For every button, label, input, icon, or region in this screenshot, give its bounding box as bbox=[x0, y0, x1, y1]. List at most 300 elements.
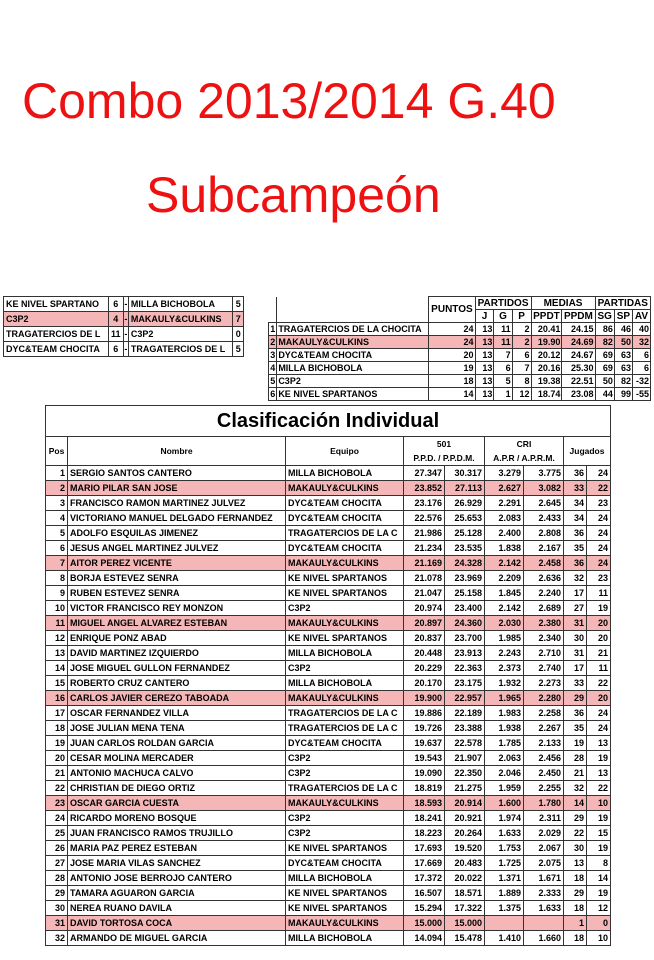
away-score: 7 bbox=[233, 312, 244, 327]
player-apr: 1.938 bbox=[485, 721, 524, 736]
player-ppd: 17.693 bbox=[404, 841, 445, 856]
player-team: MILLA BICHOBOLA bbox=[286, 466, 404, 481]
player-pos: 13 bbox=[46, 646, 68, 661]
standings-ppdt: 19.38 bbox=[531, 375, 562, 388]
player-team: C3P2 bbox=[286, 751, 404, 766]
player-apr: 1.375 bbox=[485, 901, 524, 916]
player-j1: 31 bbox=[564, 646, 587, 661]
standings-sg: 69 bbox=[595, 362, 614, 375]
player-j1: 30 bbox=[564, 841, 587, 856]
player-j2: 20 bbox=[587, 631, 611, 646]
home-team: C3P2 bbox=[4, 312, 109, 327]
player-ppd: 19.726 bbox=[404, 721, 445, 736]
standings-p: 8 bbox=[512, 375, 531, 388]
player-aprm: 2.133 bbox=[524, 736, 564, 751]
standings-j: 13 bbox=[475, 349, 494, 362]
player-ppdm: 22.957 bbox=[445, 691, 485, 706]
player-apr: 1.932 bbox=[485, 676, 524, 691]
player-aprm: 3.775 bbox=[524, 466, 564, 481]
player-j2: 24 bbox=[587, 556, 611, 571]
player-row bbox=[46, 766, 611, 781]
player-aprm: 2.740 bbox=[524, 661, 564, 676]
standings-pts: 18 bbox=[429, 375, 475, 388]
player-ppd: 21.078 bbox=[404, 571, 445, 586]
player-aprm: 1.660 bbox=[524, 931, 564, 946]
player-apr: 2.291 bbox=[485, 496, 524, 511]
player-team: TRAGATERCIOS DE LA C bbox=[286, 721, 404, 736]
player-j1: 36 bbox=[564, 556, 587, 571]
player-name: JUAN FRANCISCO RAMOS TRUJILLO bbox=[68, 826, 286, 841]
player-team: DYC&TEAM CHOCITA bbox=[286, 541, 404, 556]
player-j2: 19 bbox=[587, 601, 611, 616]
player-apr: 2.400 bbox=[485, 526, 524, 541]
player-ppdm: 23.175 bbox=[445, 676, 485, 691]
player-aprm: 3.082 bbox=[524, 481, 564, 496]
player-j1: 18 bbox=[564, 871, 587, 886]
player-ppd: 16.507 bbox=[404, 886, 445, 901]
player-name: RUBEN ESTEVEZ SENRA bbox=[68, 586, 286, 601]
player-row bbox=[46, 481, 611, 496]
player-row bbox=[46, 826, 611, 841]
standings-header-puntos: PUNTOS bbox=[429, 297, 475, 323]
player-j2: 24 bbox=[587, 526, 611, 541]
standings-sg: 82 bbox=[595, 336, 614, 349]
player-name: AITOR PEREZ VICENTE bbox=[68, 556, 286, 571]
standings-sg: 86 bbox=[595, 323, 614, 336]
player-aprm: 2.333 bbox=[524, 886, 564, 901]
player-ppd: 20.897 bbox=[404, 616, 445, 631]
player-apr: 2.627 bbox=[485, 481, 524, 496]
standings-header-partidos: PARTIDOS bbox=[475, 297, 531, 310]
player-name: ADOLFO ESQUILAS JIMENEZ bbox=[68, 526, 286, 541]
player-team: KE NIVEL SPARTANOS bbox=[286, 841, 404, 856]
player-row bbox=[46, 631, 611, 646]
player-j2: 24 bbox=[587, 466, 611, 481]
player-j2: 20 bbox=[587, 691, 611, 706]
player-apr bbox=[485, 916, 524, 931]
player-team: MILLA BICHOBOLA bbox=[286, 676, 404, 691]
player-ppdm: 27.113 bbox=[445, 481, 485, 496]
player-pos: 29 bbox=[46, 886, 68, 901]
player-team: MILLA BICHOBOLA bbox=[286, 931, 404, 946]
player-ppdm: 24.360 bbox=[445, 616, 485, 631]
player-j1: 36 bbox=[564, 706, 587, 721]
player-aprm bbox=[524, 916, 564, 931]
player-ppd: 23.852 bbox=[404, 481, 445, 496]
player-pos: 28 bbox=[46, 871, 68, 886]
player-pos: 18 bbox=[46, 721, 68, 736]
player-row bbox=[46, 661, 611, 676]
player-ppdm: 23.400 bbox=[445, 601, 485, 616]
standings-pts: 14 bbox=[429, 388, 475, 401]
standings-team: KE NIVEL SPARTANOS bbox=[277, 388, 429, 401]
standings-pos: 4 bbox=[270, 363, 276, 373]
player-j1: 17 bbox=[564, 661, 587, 676]
player-team: MAKAULY&CULKINS bbox=[286, 556, 404, 571]
standings-subheader: SG bbox=[595, 310, 614, 323]
player-apr: 1.600 bbox=[485, 796, 524, 811]
player-pos: 19 bbox=[46, 736, 68, 751]
player-name: TAMARA AGUARON GARCIA bbox=[68, 886, 286, 901]
standings-p: 2 bbox=[512, 336, 531, 349]
player-j2: 8 bbox=[587, 856, 611, 871]
player-ppdm: 17.322 bbox=[445, 901, 485, 916]
player-ppdm: 21.275 bbox=[445, 781, 485, 796]
standings-sp: 99 bbox=[614, 388, 632, 401]
player-aprm: 2.380 bbox=[524, 616, 564, 631]
player-ppdm: 23.913 bbox=[445, 646, 485, 661]
header-nombre: Nombre bbox=[68, 437, 286, 466]
player-name: MARIA PAZ PEREZ ESTEBAN bbox=[68, 841, 286, 856]
individual-classification bbox=[45, 405, 610, 946]
player-team: C3P2 bbox=[286, 766, 404, 781]
home-score: 6 bbox=[108, 342, 123, 357]
player-apr: 2.142 bbox=[485, 556, 524, 571]
standings-g: 6 bbox=[494, 362, 512, 375]
player-j2: 11 bbox=[587, 661, 611, 676]
away-score: 5 bbox=[233, 297, 244, 312]
individual-caption: Clasificación Individual bbox=[46, 406, 611, 437]
header-cri-sub: A.P.R / A.P.R.M. bbox=[485, 451, 564, 466]
player-team: KE NIVEL SPARTANOS bbox=[286, 901, 404, 916]
player-ppd: 14.094 bbox=[404, 931, 445, 946]
standings-row bbox=[269, 349, 651, 362]
player-aprm: 2.240 bbox=[524, 586, 564, 601]
player-j1: 32 bbox=[564, 781, 587, 796]
player-aprm: 2.450 bbox=[524, 766, 564, 781]
player-j2: 19 bbox=[587, 886, 611, 901]
standings-pts: 24 bbox=[429, 323, 475, 336]
player-j1: 22 bbox=[564, 826, 587, 841]
player-ppdm: 26.929 bbox=[445, 496, 485, 511]
player-j1: 34 bbox=[564, 511, 587, 526]
player-apr: 3.279 bbox=[485, 466, 524, 481]
player-name: ANTONIO JOSE BERROJO CANTERO bbox=[68, 871, 286, 886]
player-aprm: 2.456 bbox=[524, 751, 564, 766]
header-equipo: Equipo bbox=[286, 437, 404, 466]
score-separator: - bbox=[123, 327, 128, 342]
player-j1: 29 bbox=[564, 691, 587, 706]
player-row bbox=[46, 781, 611, 796]
player-row bbox=[46, 841, 611, 856]
player-team: KE NIVEL SPARTANOS bbox=[286, 886, 404, 901]
player-row bbox=[46, 526, 611, 541]
player-team: TRAGATERCIOS DE LA C bbox=[286, 781, 404, 796]
standings-sg: 44 bbox=[595, 388, 614, 401]
player-team: DYC&TEAM CHOCITA bbox=[286, 511, 404, 526]
player-apr: 1.785 bbox=[485, 736, 524, 751]
player-j1: 32 bbox=[564, 571, 587, 586]
standings-team: MAKAULY&CULKINS bbox=[277, 336, 429, 349]
header-pos: Pos bbox=[46, 437, 68, 466]
player-name: MARIO PILAR SAN JOSE bbox=[68, 481, 286, 496]
player-aprm: 1.633 bbox=[524, 901, 564, 916]
standings-p: 7 bbox=[512, 362, 531, 375]
player-ppdm: 20.914 bbox=[445, 796, 485, 811]
player-j1: 33 bbox=[564, 676, 587, 691]
player-j1: 28 bbox=[564, 751, 587, 766]
player-aprm: 1.780 bbox=[524, 796, 564, 811]
standings-sg: 50 bbox=[595, 375, 614, 388]
player-ppd: 20.448 bbox=[404, 646, 445, 661]
player-aprm: 2.255 bbox=[524, 781, 564, 796]
standings-header-medias: MEDIAS bbox=[531, 297, 595, 310]
player-pos: 22 bbox=[46, 781, 68, 796]
player-apr: 2.243 bbox=[485, 646, 524, 661]
player-j1: 18 bbox=[564, 901, 587, 916]
player-aprm: 2.689 bbox=[524, 601, 564, 616]
player-row bbox=[46, 466, 611, 481]
player-name: ARMANDO DE MIGUEL GARCIA bbox=[68, 931, 286, 946]
player-j1: 33 bbox=[564, 481, 587, 496]
standings-ppdt: 20.16 bbox=[531, 362, 562, 375]
player-pos: 7 bbox=[46, 556, 68, 571]
player-j2: 22 bbox=[587, 781, 611, 796]
player-pos: 2 bbox=[46, 481, 68, 496]
home-score: 4 bbox=[108, 312, 123, 327]
player-ppdm: 21.907 bbox=[445, 751, 485, 766]
player-ppd: 19.543 bbox=[404, 751, 445, 766]
player-row bbox=[46, 511, 611, 526]
player-ppd: 17.669 bbox=[404, 856, 445, 871]
standings-row bbox=[269, 323, 651, 336]
standings-row bbox=[269, 336, 651, 349]
standings-g: 7 bbox=[494, 349, 512, 362]
player-ppd: 19.090 bbox=[404, 766, 445, 781]
player-name: CESAR MOLINA MERCADER bbox=[68, 751, 286, 766]
player-name: DAVID TORTOSA COCA bbox=[68, 916, 286, 931]
away-score: 5 bbox=[233, 342, 244, 357]
player-pos: 21 bbox=[46, 766, 68, 781]
standings-av: -32 bbox=[632, 375, 650, 388]
score-separator: - bbox=[123, 342, 128, 357]
player-apr: 1.983 bbox=[485, 706, 524, 721]
player-name: JOSE MARIA VILAS SANCHEZ bbox=[68, 856, 286, 871]
header-cri: CRI bbox=[485, 437, 564, 452]
player-name: OSCAR FERNANDEZ VILLA bbox=[68, 706, 286, 721]
player-row bbox=[46, 901, 611, 916]
standings-j: 13 bbox=[475, 362, 494, 375]
player-apr: 1.845 bbox=[485, 586, 524, 601]
player-name: RICARDO MORENO BOSQUE bbox=[68, 811, 286, 826]
player-row bbox=[46, 676, 611, 691]
player-team: MAKAULY&CULKINS bbox=[286, 616, 404, 631]
player-aprm: 2.167 bbox=[524, 541, 564, 556]
player-name: CARLOS JAVIER CEREZO TABOADA bbox=[68, 691, 286, 706]
standings-ppdt: 19.90 bbox=[531, 336, 562, 349]
standings-pos: 3 bbox=[270, 350, 276, 360]
player-ppd: 19.637 bbox=[404, 736, 445, 751]
player-j1: 29 bbox=[564, 811, 587, 826]
standings-j: 13 bbox=[475, 323, 494, 336]
player-aprm: 2.433 bbox=[524, 511, 564, 526]
player-j2: 13 bbox=[587, 736, 611, 751]
player-j2: 19 bbox=[587, 841, 611, 856]
player-j1: 17 bbox=[564, 586, 587, 601]
player-aprm: 2.645 bbox=[524, 496, 564, 511]
player-row bbox=[46, 646, 611, 661]
standings-ppdm: 25.30 bbox=[562, 362, 595, 375]
header-501-sub: P.P.D. / P.P.D.M. bbox=[404, 451, 485, 466]
player-name: SERGIO SANTOS CANTERO bbox=[68, 466, 286, 481]
player-j1: 1 bbox=[564, 916, 587, 931]
standings-pos: 6 bbox=[270, 389, 276, 399]
player-row bbox=[46, 556, 611, 571]
player-ppd: 20.170 bbox=[404, 676, 445, 691]
player-apr: 1.410 bbox=[485, 931, 524, 946]
player-row bbox=[46, 571, 611, 586]
player-j2: 22 bbox=[587, 676, 611, 691]
player-team: MAKAULY&CULKINS bbox=[286, 916, 404, 931]
home-team: TRAGATERCIOS DE L bbox=[4, 327, 109, 342]
player-name: VICTOR FRANCISCO REY MONZON bbox=[68, 601, 286, 616]
player-name: JOSE JULIAN MENA TENA bbox=[68, 721, 286, 736]
home-team: KE NIVEL SPARTANO bbox=[4, 297, 109, 312]
standings-ppdt: 20.41 bbox=[531, 323, 562, 336]
results-table bbox=[3, 296, 244, 357]
player-j2: 24 bbox=[587, 706, 611, 721]
player-pos: 6 bbox=[46, 541, 68, 556]
standings-pts: 19 bbox=[429, 362, 475, 375]
standings-ppdm: 24.67 bbox=[562, 349, 595, 362]
player-ppdm: 20.264 bbox=[445, 826, 485, 841]
player-row bbox=[46, 586, 611, 601]
player-name: JESUS ANGEL MARTINEZ JULVEZ bbox=[68, 541, 286, 556]
player-ppd: 21.234 bbox=[404, 541, 445, 556]
player-row bbox=[46, 916, 611, 931]
player-pos: 31 bbox=[46, 916, 68, 931]
player-pos: 23 bbox=[46, 796, 68, 811]
player-pos: 26 bbox=[46, 841, 68, 856]
player-name: FRANCISCO RAMON MARTINEZ JULVEZ bbox=[68, 496, 286, 511]
away-team: MILLA BICHOBOLA bbox=[128, 297, 233, 312]
player-row bbox=[46, 706, 611, 721]
player-apr: 1.838 bbox=[485, 541, 524, 556]
player-j2: 15 bbox=[587, 826, 611, 841]
player-j2: 23 bbox=[587, 571, 611, 586]
away-team: C3P2 bbox=[128, 327, 233, 342]
player-name: VICTORIANO MANUEL DELGADO FERNANDEZ bbox=[68, 511, 286, 526]
player-row bbox=[46, 601, 611, 616]
player-j1: 36 bbox=[564, 466, 587, 481]
away-score: 0 bbox=[233, 327, 244, 342]
home-score: 6 bbox=[108, 297, 123, 312]
player-name: MIGUEL ANGEL ALVAREZ ESTEBAN bbox=[68, 616, 286, 631]
player-ppdm: 25.653 bbox=[445, 511, 485, 526]
player-ppdm: 19.520 bbox=[445, 841, 485, 856]
standings-team: MILLA BICHOBOLA bbox=[277, 362, 429, 375]
player-ppdm: 23.969 bbox=[445, 571, 485, 586]
player-pos: 24 bbox=[46, 811, 68, 826]
standings-av: 6 bbox=[632, 349, 650, 362]
player-j2: 10 bbox=[587, 796, 611, 811]
player-j1: 35 bbox=[564, 721, 587, 736]
standings-g: 11 bbox=[494, 336, 512, 349]
player-pos: 10 bbox=[46, 601, 68, 616]
player-j2: 14 bbox=[587, 871, 611, 886]
standings-p: 12 bbox=[512, 388, 531, 401]
standings-p: 2 bbox=[512, 323, 531, 336]
player-ppdm: 24.328 bbox=[445, 556, 485, 571]
standings-ppdm: 24.15 bbox=[562, 323, 595, 336]
standings-p: 6 bbox=[512, 349, 531, 362]
player-j2: 19 bbox=[587, 811, 611, 826]
standings-subheader: PPDM bbox=[562, 310, 595, 323]
player-row bbox=[46, 541, 611, 556]
standings-sp: 63 bbox=[614, 362, 632, 375]
player-j1: 19 bbox=[564, 736, 587, 751]
player-pos: 12 bbox=[46, 631, 68, 646]
player-name: ENRIQUE PONZ ABAD bbox=[68, 631, 286, 646]
header-jugados: Jugados bbox=[564, 437, 611, 466]
player-row bbox=[46, 796, 611, 811]
player-j1: 36 bbox=[564, 526, 587, 541]
player-apr: 1.753 bbox=[485, 841, 524, 856]
player-ppdm: 23.388 bbox=[445, 721, 485, 736]
standings-ppdm: 22.51 bbox=[562, 375, 595, 388]
player-ppdm: 20.921 bbox=[445, 811, 485, 826]
player-aprm: 2.636 bbox=[524, 571, 564, 586]
player-name: NEREA RUANO DAVILA bbox=[68, 901, 286, 916]
standings-sp: 82 bbox=[614, 375, 632, 388]
player-apr: 1.633 bbox=[485, 826, 524, 841]
result-row bbox=[4, 342, 244, 357]
standings-j: 13 bbox=[475, 336, 494, 349]
result-row bbox=[4, 327, 244, 342]
player-ppdm: 25.158 bbox=[445, 586, 485, 601]
player-team: DYC&TEAM CHOCITA bbox=[286, 736, 404, 751]
player-row bbox=[46, 811, 611, 826]
standings-ppdt: 18.74 bbox=[531, 388, 562, 401]
player-row bbox=[46, 871, 611, 886]
player-j2: 24 bbox=[587, 511, 611, 526]
player-team: C3P2 bbox=[286, 661, 404, 676]
standings-ppdm: 23.08 bbox=[562, 388, 595, 401]
player-ppdm: 15.478 bbox=[445, 931, 485, 946]
player-ppdm: 25.128 bbox=[445, 526, 485, 541]
standings-j: 13 bbox=[475, 375, 494, 388]
player-j2: 22 bbox=[587, 481, 611, 496]
player-team: C3P2 bbox=[286, 826, 404, 841]
standings-ppdt: 20.12 bbox=[531, 349, 562, 362]
standings-pts: 24 bbox=[429, 336, 475, 349]
player-ppd: 21.986 bbox=[404, 526, 445, 541]
player-row bbox=[46, 856, 611, 871]
player-row bbox=[46, 931, 611, 946]
player-row bbox=[46, 616, 611, 631]
player-ppd: 27.347 bbox=[404, 466, 445, 481]
player-pos: 32 bbox=[46, 931, 68, 946]
player-j2: 24 bbox=[587, 721, 611, 736]
player-ppdm: 18.571 bbox=[445, 886, 485, 901]
standings-row bbox=[269, 362, 651, 375]
player-apr: 1.889 bbox=[485, 886, 524, 901]
standings-pos: 2 bbox=[270, 337, 276, 347]
player-ppd: 19.900 bbox=[404, 691, 445, 706]
player-ppdm: 22.189 bbox=[445, 706, 485, 721]
player-team: C3P2 bbox=[286, 601, 404, 616]
player-ppd: 17.372 bbox=[404, 871, 445, 886]
player-team: DYC&TEAM CHOCITA bbox=[286, 856, 404, 871]
player-j1: 30 bbox=[564, 631, 587, 646]
standings-sp: 46 bbox=[614, 323, 632, 336]
player-name: ANTONIO MACHUCA CALVO bbox=[68, 766, 286, 781]
player-pos: 27 bbox=[46, 856, 68, 871]
result-row bbox=[4, 312, 244, 327]
player-apr: 2.083 bbox=[485, 511, 524, 526]
player-ppd: 20.974 bbox=[404, 601, 445, 616]
player-ppd: 22.576 bbox=[404, 511, 445, 526]
